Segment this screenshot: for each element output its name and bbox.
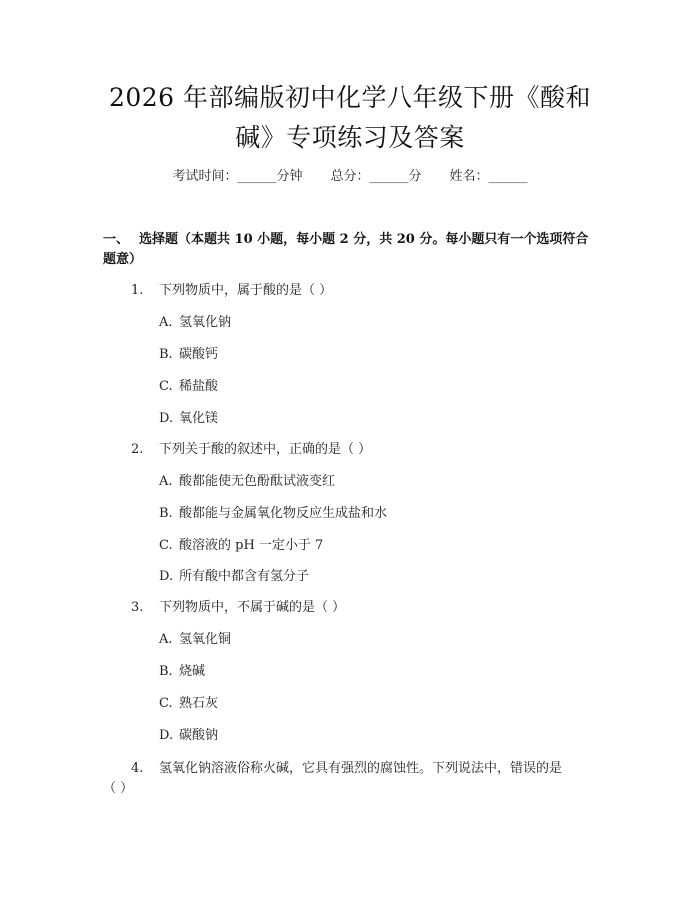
question-text: 下列物质中，不属于碱的是（ ） xyxy=(159,600,346,615)
option-text: 氢氧化铜 xyxy=(179,632,232,647)
exam-info-row xyxy=(0,167,700,187)
question-3 xyxy=(131,598,601,618)
question-2-option-d xyxy=(159,567,599,587)
option-letter: B. xyxy=(159,347,173,362)
option-text: 所有酸中都含有氢分子 xyxy=(179,569,310,584)
question-4-continued xyxy=(103,779,573,799)
question-2-option-b xyxy=(159,504,599,524)
option-letter: A. xyxy=(159,315,173,330)
question-3-option-a xyxy=(159,630,599,650)
question-4 xyxy=(131,759,601,779)
option-text: 烧碱 xyxy=(179,664,206,679)
question-text-line-2: （ ） xyxy=(103,781,134,796)
question-number: 4. xyxy=(131,761,144,776)
option-letter: D. xyxy=(159,569,174,584)
section-number: 一、 xyxy=(103,232,130,247)
option-text: 碳酸钠 xyxy=(179,728,219,743)
question-2 xyxy=(131,440,601,460)
exam-time-field: 考试时间：______分钟 xyxy=(172,169,303,184)
question-3-option-d xyxy=(159,726,599,746)
option-letter: D. xyxy=(159,411,174,426)
document-title-line-1: 2026 年部编版初中化学八年级下册《酸和 xyxy=(108,83,592,112)
question-1 xyxy=(131,281,601,301)
section-heading xyxy=(103,230,603,250)
option-letter: A. xyxy=(159,474,173,489)
option-letter: B. xyxy=(159,664,173,679)
option-letter: D. xyxy=(159,728,174,743)
option-text: 酸都能与金属氧化物反应生成盐和水 xyxy=(179,506,388,521)
question-text: 下列关于酸的叙述中，正确的是（ ） xyxy=(159,442,372,457)
question-2-option-a xyxy=(159,472,599,492)
question-number: 2. xyxy=(131,442,144,457)
question-number: 1. xyxy=(131,283,144,298)
option-text: 酸都能使无色酚酞试液变红 xyxy=(179,474,336,489)
question-3-option-c xyxy=(159,694,599,714)
option-text: 稀盐酸 xyxy=(179,379,219,394)
question-number: 3. xyxy=(131,600,144,615)
question-1-option-a xyxy=(159,313,599,333)
section-heading-text-line-2: 题意） xyxy=(103,252,143,267)
question-1-option-b xyxy=(159,345,599,365)
question-3-option-b xyxy=(159,662,599,682)
student-name-field: 姓名：______ xyxy=(449,169,528,184)
option-text: 熟石灰 xyxy=(179,696,219,711)
section-heading-text-line-1: 选择题（本题共 10 小题，每小题 2 分，共 20 分。每小题只有一个选项符合 xyxy=(139,232,589,247)
option-text: 碳酸钙 xyxy=(179,347,219,362)
question-1-option-d xyxy=(159,409,599,429)
question-1-option-c xyxy=(159,377,599,397)
question-text: 下列物质中，属于酸的是（ ） xyxy=(159,283,333,298)
question-text-line-1: 氢氧化钠溶液俗称火碱，它具有强烈的腐蚀性。下列说法中，错误的是 xyxy=(159,761,563,776)
document-title-line-2: 碱》专项练习及答案 xyxy=(235,123,465,152)
option-letter: C. xyxy=(159,538,173,553)
total-score-field: 总分：______分 xyxy=(330,169,422,184)
question-2-option-c xyxy=(159,536,599,556)
option-letter: B. xyxy=(159,506,173,521)
option-text: 氢氧化钠 xyxy=(179,315,232,330)
option-letter: A. xyxy=(159,632,173,647)
option-text: 酸溶液的 pH 一定小于 7 xyxy=(179,538,324,553)
option-text: 氧化镁 xyxy=(179,411,219,426)
option-letter: C. xyxy=(159,696,173,711)
section-heading-continued xyxy=(103,250,603,270)
option-letter: C. xyxy=(159,379,173,394)
